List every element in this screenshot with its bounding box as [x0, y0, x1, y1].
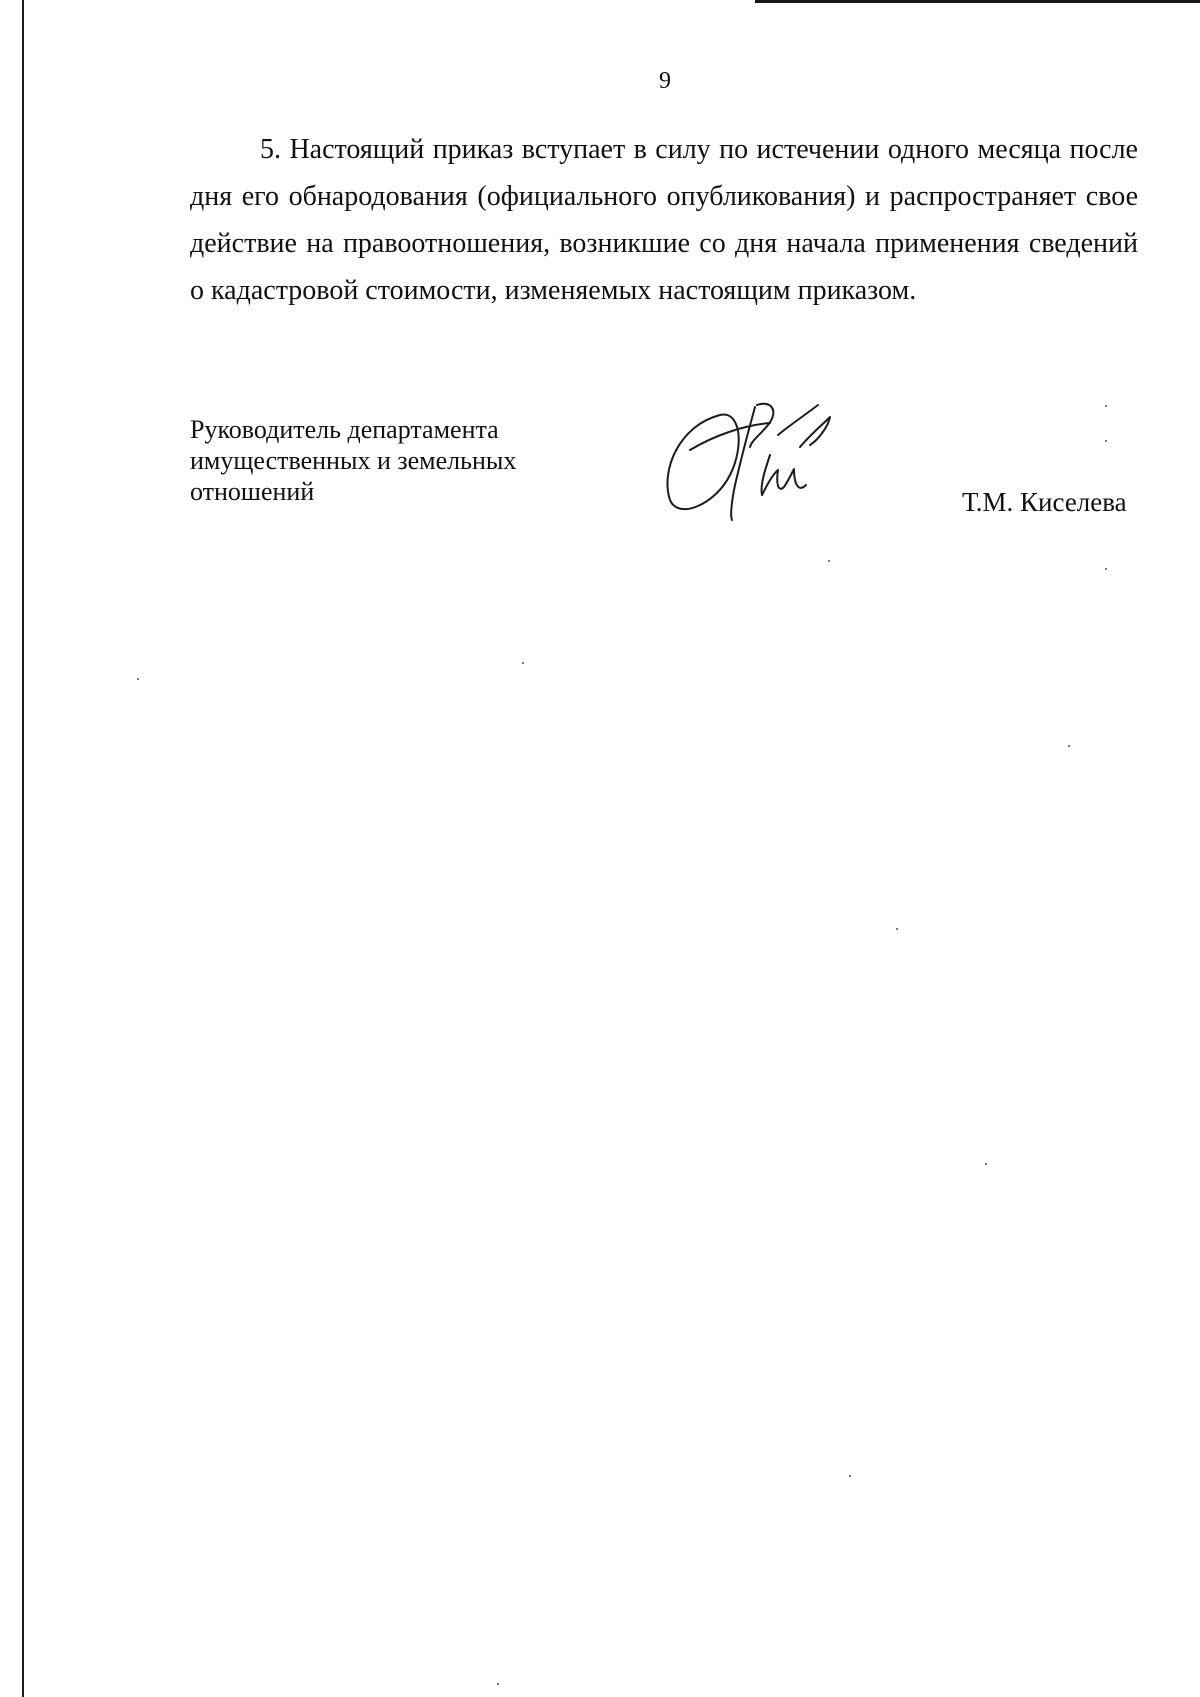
scan-speck [828, 560, 830, 562]
scan-speck [1105, 405, 1107, 407]
signer-name: Т.М. Киселева [962, 487, 1127, 517]
scan-left-border [22, 0, 24, 1697]
scan-speck [522, 662, 524, 664]
signer-position-line-3: отношений [190, 477, 315, 506]
scan-speck [896, 928, 898, 930]
scan-speck [985, 1163, 987, 1165]
scan-top-border [755, 0, 1200, 3]
scan-speck [849, 1475, 851, 1477]
scan-speck [497, 1683, 499, 1685]
scan-speck [1105, 568, 1107, 570]
scan-speck [137, 678, 139, 680]
order-paragraph-5: 5. Настоящий приказ вступает в силу по истечении одного месяца после дня его обнародования (официального опубликования) и распространяет свое действие на правоотношения, возникшие со дня начала применения сведений о кадастровой стоимости, изменяемых настоящим приказом. [190, 134, 1138, 306]
signer-position-line-1: Руководитель департамента [190, 415, 499, 444]
page-number: 9 [659, 68, 671, 94]
signer-position [190, 414, 516, 507]
scan-speck [1068, 745, 1070, 747]
scan-speck [1105, 440, 1107, 442]
handwritten-signature [660, 395, 860, 525]
signer-position-line-2: имущественных и земельных [190, 446, 517, 475]
